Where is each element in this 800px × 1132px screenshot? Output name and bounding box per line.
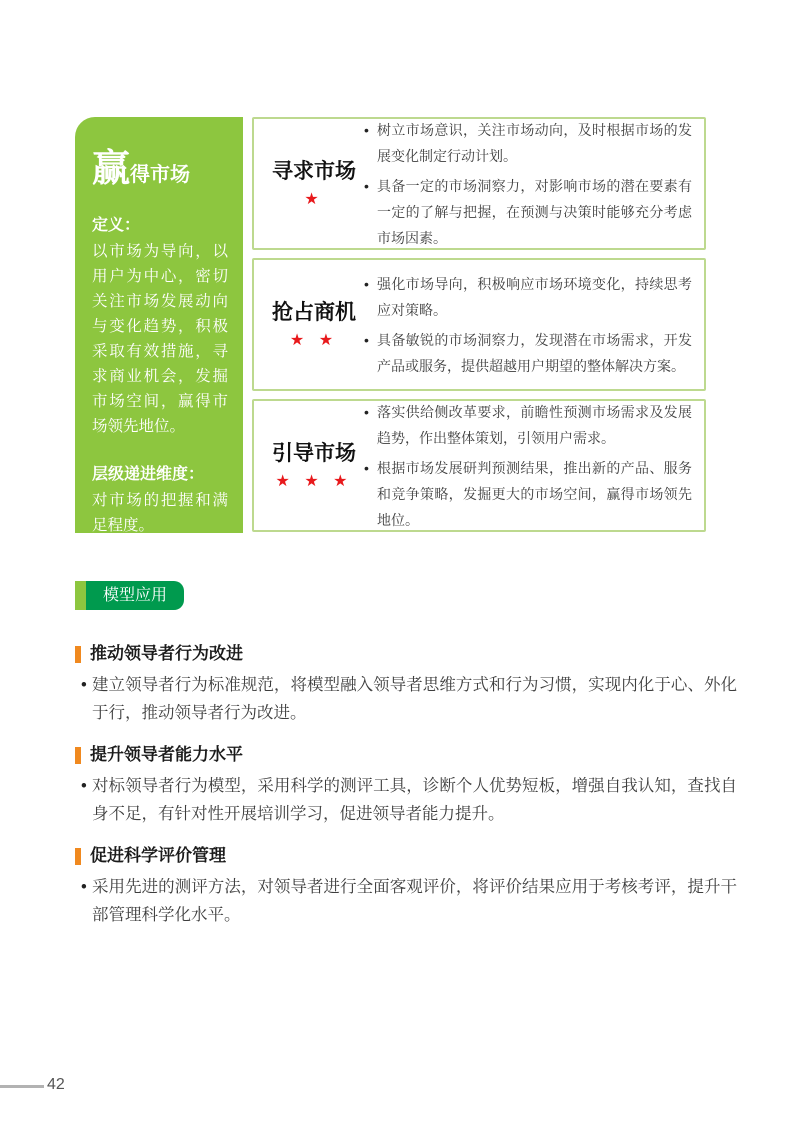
level-title: 引导市场 — [272, 442, 356, 466]
definition-label: 定义： — [92, 217, 141, 234]
section-heading-text: 提升领导者能力水平 — [90, 745, 243, 764]
level-bullet: • 根据市场发展研判预测结果，推出新的产品、服务和竞争策略，发掘更大的市场空间，赢得市场领先地位。 — [364, 455, 692, 533]
level-box-lead-market — [252, 399, 706, 532]
level-title-column — [264, 300, 364, 348]
section-capability-improvement — [75, 743, 737, 828]
panel-title-big-char: 赢 — [92, 148, 131, 190]
section-bullet: • 建立领导者行为标准规范，将模型融入领导者思维方式和行为习惯，实现内化于心、外化于行，推动领导者行为改进。 — [75, 671, 737, 727]
level-bullet-list — [364, 271, 692, 379]
level-bullet-list — [364, 399, 692, 533]
section-scientific-evaluation — [75, 844, 737, 929]
definition-text: 以市场为导向，以用户为中心，密切关注市场发展动向与变化趋势，积极采取有效措施，寻求商业机会，发掘市场空间，赢得市场领先地位。 — [92, 243, 228, 435]
section-behavior-improvement — [75, 642, 737, 727]
level-title: 抢占商机 — [272, 301, 356, 325]
star-rating-icon: ★ ★ ★ — [275, 472, 353, 490]
dimension-text: 对市场的把握和满足程度。 — [92, 492, 228, 534]
level-title-column — [264, 441, 364, 489]
section-heading — [75, 642, 737, 666]
level-bullet: • 落实供给侧改革要求，前瞻性预测市场需求及发展趋势，作出整体策划，引领用户需求。 — [364, 399, 692, 451]
badge-label: 模型应用 — [86, 581, 184, 610]
panel-title-rest: 得市场 — [130, 164, 191, 186]
level-boxes — [252, 117, 706, 540]
level-bullet: • 具备敏锐的市场洞察力，发现潜在市场需求，开发产品或服务，提供超越用户期望的整体解决方案。 — [364, 327, 692, 379]
section-heading-text: 促进科学评价管理 — [90, 846, 226, 865]
dimension-label: 层级递进维度： — [92, 466, 205, 483]
badge-accent-strip — [75, 581, 86, 610]
section-heading — [75, 743, 737, 767]
section-bullet: • 对标领导者行为模型，采用科学的测评工具，诊断个人优势短板，增强自我认知，查找自身不足，有针对性开展培训学习，促进领导者能力提升。 — [75, 772, 737, 828]
level-title-column — [264, 159, 364, 207]
star-rating-icon: ★ ★ — [289, 331, 339, 349]
level-bullet: • 具备一定的市场洞察力，对影响市场的潜在要素有一定的了解与把握，在预测与决策时能够充分考虑市场因素。 — [364, 173, 692, 251]
page-number: 42 — [47, 1076, 65, 1093]
section-bullet: • 采用先进的测评方法，对领导者进行全面客观评价，将评价结果应用于考核考评，提升干部管理科学化水平。 — [75, 873, 737, 929]
section-heading — [75, 844, 737, 868]
win-market-panel — [75, 117, 243, 533]
level-bullet: • 树立市场意识，关注市场动向，及时根据市场的发展变化制定行动计划。 — [364, 117, 692, 169]
level-bullet: • 强化市场导向，积极响应市场环境变化，持续思考应对策略。 — [364, 271, 692, 323]
application-sections — [75, 642, 737, 945]
orange-marker-icon — [75, 747, 81, 764]
level-bullet-list — [364, 117, 692, 251]
orange-marker-icon — [75, 646, 81, 663]
level-box-seek-market — [252, 117, 706, 250]
panel-title — [92, 150, 228, 188]
star-rating-icon: ★ — [304, 190, 324, 208]
level-box-seize-opportunity — [252, 258, 706, 391]
footer-rule — [0, 1085, 44, 1088]
section-heading-text: 推动领导者行为改进 — [90, 644, 243, 663]
model-application-badge — [75, 581, 184, 610]
level-title: 寻求市场 — [272, 160, 356, 184]
orange-marker-icon — [75, 848, 81, 865]
